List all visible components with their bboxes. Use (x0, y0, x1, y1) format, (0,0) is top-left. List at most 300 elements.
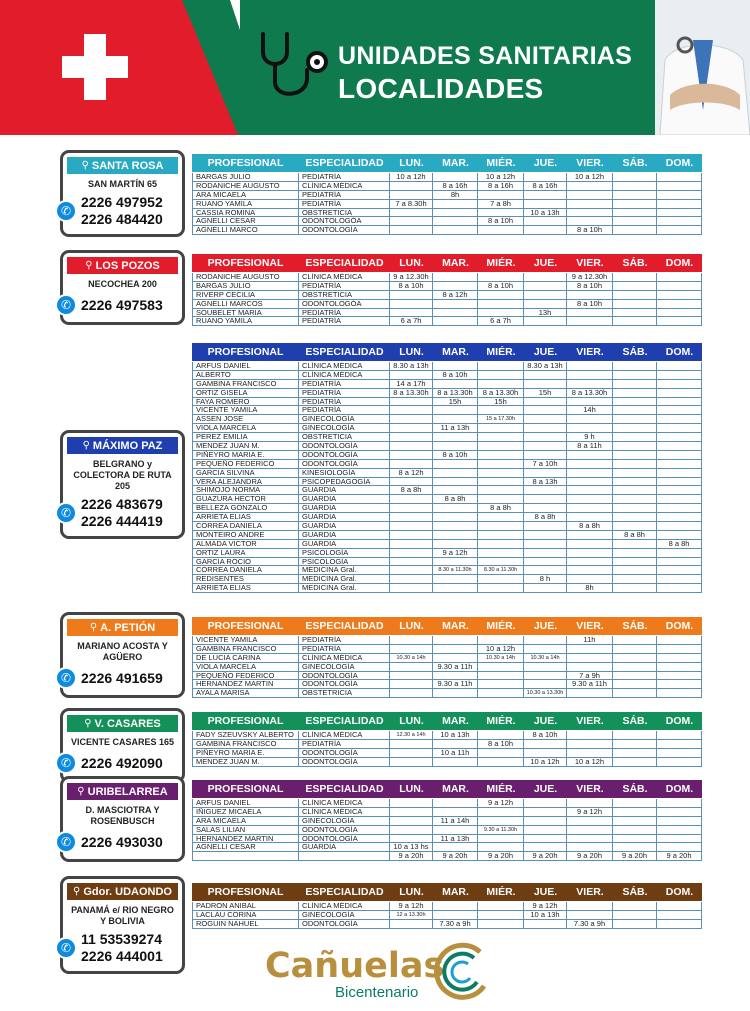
schedule-cell: 9 a 20h (390, 852, 433, 861)
schedule-cell (657, 575, 702, 584)
table-row (192, 654, 702, 663)
location-address: VICENTE CASARES 165 (70, 737, 175, 747)
column-header: DOM. (665, 620, 694, 632)
table-row (192, 689, 702, 698)
schedule-table (192, 780, 702, 861)
schedule-cell (657, 740, 702, 749)
schedule-cell (390, 451, 433, 460)
schedule-cell (478, 486, 524, 495)
schedule-cell (613, 200, 657, 209)
schedule-cell (390, 191, 433, 200)
specialty-cell: MEDICINA Gral. (299, 566, 390, 575)
schedule-cell: 15 a 17.30h (478, 415, 524, 424)
location-name: Gdor. UDAONDO (83, 885, 172, 898)
schedule-cell (613, 398, 657, 407)
schedule-cell (390, 689, 433, 698)
schedule-cell (613, 495, 657, 504)
schedule-cell (657, 689, 702, 698)
schedule-cell (567, 504, 613, 513)
schedule-cell (524, 300, 567, 309)
column-header: LUN. (399, 886, 424, 898)
phone-list (81, 496, 163, 530)
schedule-cell (524, 817, 567, 826)
schedule-cell: 8 a 13.30h (567, 389, 613, 398)
professional-cell: BELLEZA GONZALO (192, 504, 299, 513)
phone-number[interactable]: 2226 444001 (81, 948, 163, 964)
schedule-cell (524, 451, 567, 460)
table-row (192, 540, 702, 549)
specialty-cell: GUARDIA (299, 513, 390, 522)
column-header: DOM. (665, 886, 694, 898)
schedule-cell (524, 433, 567, 442)
location-name-tag (67, 783, 178, 800)
schedule-cell (567, 749, 613, 758)
column-header: MIÉR. (486, 257, 516, 269)
professional-cell: ARRIETA ELIAS (192, 584, 299, 593)
professional-cell: CORREA DANIELA (192, 566, 299, 575)
specialty-cell: OBSTRETICIA (299, 209, 390, 218)
schedule-cell (657, 680, 702, 689)
specialty-cell: CLÍNICA MÉDICA (299, 902, 390, 911)
schedule-cell (433, 173, 478, 182)
professional-cell: GUAZURA HECTOR (192, 495, 299, 504)
schedule-cell (433, 362, 478, 371)
schedule-cell (478, 540, 524, 549)
specialty-cell: ODONTOLOGÍA (299, 920, 390, 929)
schedule-cell (390, 826, 433, 835)
schedule-cell (567, 540, 613, 549)
schedule-cell (524, 424, 567, 433)
professional-cell: FAYA ROMERO (192, 398, 299, 407)
phone-list (81, 670, 163, 687)
column-header: DOM. (665, 157, 694, 169)
table-row (192, 808, 702, 817)
phone-icon: ✆ (55, 502, 77, 524)
schedule-cell (567, 826, 613, 835)
professional-cell: VIOLA MARCELA (192, 663, 299, 672)
column-header: PROFESIONAL (207, 886, 284, 898)
column-header: DOM. (665, 346, 694, 358)
schedule-cell (657, 835, 702, 844)
specialty-cell: PEDIATRÍA (299, 200, 390, 209)
column-header: LUN. (399, 620, 424, 632)
schedule-cell: 8 a 10h (567, 226, 613, 235)
schedule-cell (613, 424, 657, 433)
schedule-cell (567, 380, 613, 389)
schedule-cell (613, 362, 657, 371)
schedule-cell: 10 a 12h (524, 758, 567, 767)
phone-number[interactable]: 2226 492090 (81, 754, 163, 771)
column-header: LUN. (399, 783, 424, 795)
column-header: MAR. (442, 346, 469, 358)
schedule-cell (657, 826, 702, 835)
location-name-tag (67, 257, 178, 274)
specialty-cell: GUARDIA (299, 522, 390, 531)
schedule-cell (433, 478, 478, 487)
schedule-cell (478, 558, 524, 567)
column-header: JUE. (533, 715, 558, 727)
schedule-cell (524, 645, 567, 654)
schedule-cell (390, 549, 433, 558)
table-row (192, 380, 702, 389)
column-header: JUE. (533, 157, 558, 169)
schedule-cell: 10.30 a 14h (390, 654, 433, 663)
schedule-cell (613, 406, 657, 415)
schedule-cell: 10 a 11h (433, 749, 478, 758)
schedule-cell: 8 a 12h (433, 291, 478, 300)
schedule-cell (657, 817, 702, 826)
location-card (60, 430, 185, 539)
schedule-cell (657, 173, 702, 182)
schedule-cell (567, 317, 613, 326)
specialty-cell: CLÍNICA MÉDICA (299, 799, 390, 808)
schedule-cell (390, 558, 433, 567)
specialty-cell: GINECOLOGÍA (299, 911, 390, 920)
column-header: MIÉR. (486, 346, 516, 358)
schedule-cell (390, 415, 433, 424)
schedule-cell: 12.30 a 14h (390, 731, 433, 740)
column-header: JUE. (533, 620, 558, 632)
column-header: ESPECIALIDAD (305, 715, 384, 727)
schedule-cell (433, 808, 478, 817)
schedule-cell (657, 406, 702, 415)
schedule-cell: 8 a 8h (567, 522, 613, 531)
specialty-cell: CLÍNICA MÉDICA (299, 273, 390, 282)
schedule-cell: 8 a 10h (478, 217, 524, 226)
professional-cell: ALBERTO (192, 371, 299, 380)
professional-cell: DE LUCIA CARINA (192, 654, 299, 663)
schedule-cell (433, 740, 478, 749)
column-header: PROFESIONAL (207, 715, 284, 727)
schedule-cell (478, 522, 524, 531)
schedule-cell (657, 389, 702, 398)
schedule-cell (567, 191, 613, 200)
schedule-cell (613, 920, 657, 929)
professional-cell: BARGAS JULIO (192, 173, 299, 182)
table-row (192, 835, 702, 844)
professional-cell: AGNELLI MARCO (192, 226, 299, 235)
schedule-cell: 7 a 8h (478, 200, 524, 209)
table-row (192, 911, 702, 920)
specialty-cell: GINECOLOGÍA (299, 817, 390, 826)
phone-list (81, 834, 163, 851)
table-body (192, 362, 702, 593)
table-body (192, 273, 702, 326)
table-row (192, 309, 702, 318)
page-title-line1: UNIDADES SANITARIAS (338, 42, 633, 70)
table-header (192, 712, 702, 730)
schedule-cell (524, 636, 567, 645)
table-body (192, 731, 702, 767)
schedule-cell (657, 566, 702, 575)
schedule-cell (433, 826, 478, 835)
schedule-cell (390, 575, 433, 584)
table-row (192, 389, 702, 398)
schedule-cell (657, 843, 702, 852)
schedule-cell: 10 a 12h (567, 173, 613, 182)
table-row (192, 478, 702, 487)
schedule-cell (613, 566, 657, 575)
specialty-cell: GUARDIA (299, 495, 390, 504)
schedule-cell: 9 a 20h (657, 852, 702, 861)
schedule-cell (524, 191, 567, 200)
phone-number[interactable]: 2226 483679 (81, 496, 163, 512)
professional-cell: MENDEZ JUAN M. (192, 442, 299, 451)
schedule-cell (433, 415, 478, 424)
schedule-cell (613, 291, 657, 300)
schedule-cell (613, 309, 657, 318)
table-row (192, 406, 702, 415)
location-name-tag (67, 715, 178, 732)
schedule-cell (478, 424, 524, 433)
schedule-cell (524, 799, 567, 808)
schedule-cell (390, 478, 433, 487)
schedule-cell (433, 300, 478, 309)
professional-cell: HERNANDEZ MARTIN (192, 835, 299, 844)
schedule-cell (433, 469, 478, 478)
column-header: VIER. (576, 886, 604, 898)
schedule-cell (613, 689, 657, 698)
schedule-cell: 8h (567, 584, 613, 593)
location-pin-icon: ⚲ (73, 886, 81, 897)
schedule-cell (524, 549, 567, 558)
schedule-cell (657, 460, 702, 469)
table-header (192, 154, 702, 172)
schedule-cell: 9 a 12h (478, 799, 524, 808)
schedule-cell (567, 902, 613, 911)
schedule-cell: 9 h (567, 433, 613, 442)
schedule-cell (433, 645, 478, 654)
schedule-table (192, 343, 702, 593)
schedule-cell: 9 a 12.30h (567, 273, 613, 282)
professional-cell: RUANO YAMILA (192, 317, 299, 326)
phone-number[interactable]: 2226 491659 (81, 669, 163, 686)
schedule-cell (433, 504, 478, 513)
schedule-cell (657, 291, 702, 300)
schedule-cell: 8 a 10h (433, 371, 478, 380)
schedule-cell (657, 558, 702, 567)
schedule-cell (390, 182, 433, 191)
location-pin-icon: ⚲ (85, 260, 93, 271)
schedule-cell (478, 469, 524, 478)
schedule-cell (657, 442, 702, 451)
specialty-cell: GINECOLOGÍA (299, 663, 390, 672)
location-address: BELGRANO y COLECTORA DE RUTA 205 (73, 459, 172, 491)
schedule-cell (613, 758, 657, 767)
column-header: SÁB. (622, 257, 648, 269)
schedule-cell: 10 a 13 hs (390, 843, 433, 852)
table-row (192, 758, 702, 767)
schedule-cell (567, 451, 613, 460)
table-row (192, 826, 702, 835)
specialty-cell: OBSTETRICIA (299, 689, 390, 698)
schedule-cell (524, 672, 567, 681)
specialty-cell: PEDIATRÍA (299, 406, 390, 415)
specialty-cell: MEDICINA Gral. (299, 584, 390, 593)
schedule-cell (657, 209, 702, 218)
table-row (192, 575, 702, 584)
specialty-cell: ODONTOLOGÍA (299, 451, 390, 460)
table-row (192, 558, 702, 567)
table-row (192, 584, 702, 593)
table-row (192, 173, 702, 182)
schedule-cell (478, 513, 524, 522)
column-header: VIER. (576, 783, 604, 795)
schedule-cell (478, 911, 524, 920)
column-header: VIER. (576, 257, 604, 269)
schedule-cell (657, 433, 702, 442)
column-header: SÁB. (622, 620, 648, 632)
phone-number[interactable]: 2226 444419 (81, 513, 163, 529)
schedule-cell (657, 424, 702, 433)
schedule-cell (478, 371, 524, 380)
table-row (192, 273, 702, 282)
schedule-cell (613, 663, 657, 672)
professional-cell: GAMBINA FRANCISCO (192, 380, 299, 389)
schedule-cell (478, 531, 524, 540)
schedule-cell (390, 398, 433, 407)
schedule-cell (524, 749, 567, 758)
specialty-cell: ODONTOLOGÍA (299, 758, 390, 767)
column-header: LUN. (399, 257, 424, 269)
professional-cell: BARGAS JULIO (192, 282, 299, 291)
schedule-cell: 10 a 12h (567, 758, 613, 767)
schedule-cell (433, 636, 478, 645)
schedule-cell (657, 317, 702, 326)
schedule-cell (390, 522, 433, 531)
specialty-cell: PEDIATRÍA (299, 191, 390, 200)
schedule-cell (567, 566, 613, 575)
specialty-cell: ODONTOLOGÍA (299, 442, 390, 451)
specialty-cell (299, 852, 390, 861)
column-header: SÁB. (622, 886, 648, 898)
schedule-cell (524, 226, 567, 235)
schedule-cell (524, 566, 567, 575)
schedule-cell (657, 531, 702, 540)
schedule-cell (613, 469, 657, 478)
schedule-cell (657, 362, 702, 371)
schedule-cell: 9 a 20h (613, 852, 657, 861)
column-header: LUN. (399, 157, 424, 169)
schedule-cell (567, 182, 613, 191)
phone-icon: ✆ (55, 200, 77, 222)
schedule-cell (567, 495, 613, 504)
schedule-cell (567, 911, 613, 920)
schedule-cell (567, 549, 613, 558)
schedule-cell (613, 558, 657, 567)
schedule-cell (524, 835, 567, 844)
table-row (192, 817, 702, 826)
specialty-cell: PEDIATRÍA (299, 398, 390, 407)
table-row (192, 451, 702, 460)
phone-number[interactable]: 11 53539274 (81, 931, 162, 947)
schedule-cell (613, 749, 657, 758)
schedule-cell: 11h (567, 636, 613, 645)
schedule-cell: 8 a 10h (478, 740, 524, 749)
schedule-cell (657, 273, 702, 282)
schedule-cell (524, 317, 567, 326)
schedule-cell (567, 740, 613, 749)
schedule-cell (657, 636, 702, 645)
schedule-cell (433, 531, 478, 540)
schedule-cell (433, 584, 478, 593)
schedule-cell: 9 a 20h (433, 852, 478, 861)
schedule-cell (478, 817, 524, 826)
schedule-cell (657, 380, 702, 389)
schedule-cell (613, 843, 657, 852)
schedule-cell (613, 549, 657, 558)
page-title (338, 42, 632, 105)
professional-cell: AGNELLI MARCOS (192, 300, 299, 309)
location-address: D. MASCIOTRA Y ROSENBUSCH (85, 805, 160, 826)
schedule-cell (567, 469, 613, 478)
phone-number[interactable]: 2226 497952 (81, 194, 163, 210)
table-body (192, 799, 702, 861)
schedule-cell: 6 a 7h (390, 317, 433, 326)
stethoscope-icon (255, 30, 335, 105)
schedule-cell (657, 549, 702, 558)
schedule-cell (613, 226, 657, 235)
schedule-cell: 10.30 a 14h (524, 654, 567, 663)
phone-number[interactable]: 2226 484420 (81, 211, 163, 227)
column-header: PROFESIONAL (207, 257, 284, 269)
table-row (192, 531, 702, 540)
table-row (192, 843, 702, 852)
schedule-cell: 8 a 13.30h (390, 389, 433, 398)
professional-cell: VIOLA MARCELA (192, 424, 299, 433)
schedule-cell: 9 a 20h (567, 852, 613, 861)
schedule-cell (567, 371, 613, 380)
schedule-cell (657, 758, 702, 767)
phone-number[interactable]: 2226 493030 (81, 833, 163, 850)
specialty-cell: PSICOPEDAGOGÍA (299, 478, 390, 487)
phone-number[interactable]: 2226 497583 (81, 296, 163, 313)
schedule-cell (657, 920, 702, 929)
professional-cell: GARCIA SILVINA (192, 469, 299, 478)
schedule-cell (478, 575, 524, 584)
schedule-cell (478, 584, 524, 593)
schedule-cell: 8 a 8h (478, 504, 524, 513)
phone-icon: ✆ (55, 937, 77, 959)
professional-cell: SOUBELET MARIA (192, 309, 299, 318)
schedule-cell (478, 451, 524, 460)
specialty-cell: CLÍNICA MÉDICA (299, 182, 390, 191)
location-name: URIBELARREA (87, 785, 168, 798)
schedule-cell (390, 584, 433, 593)
phone-icon: ✆ (55, 667, 77, 689)
schedule-cell (613, 817, 657, 826)
schedule-cell (524, 504, 567, 513)
column-header: DOM. (665, 257, 694, 269)
schedule-cell (433, 433, 478, 442)
schedule-cell: 8 a 16h (478, 182, 524, 191)
table-row (192, 902, 702, 911)
schedule-cell (390, 672, 433, 681)
schedule-cell (613, 645, 657, 654)
phone-block (60, 492, 182, 536)
schedule-cell (524, 663, 567, 672)
schedule-cell (478, 749, 524, 758)
schedule-cell (657, 182, 702, 191)
schedule-cell (524, 371, 567, 380)
schedule-cell: 8 a 8h (613, 531, 657, 540)
schedule-cell: 9 a 12h (567, 808, 613, 817)
schedule-cell (657, 911, 702, 920)
table-row (192, 799, 702, 808)
specialty-cell: GUARDIA (299, 486, 390, 495)
schedule-cell (657, 522, 702, 531)
schedule-cell (524, 398, 567, 407)
